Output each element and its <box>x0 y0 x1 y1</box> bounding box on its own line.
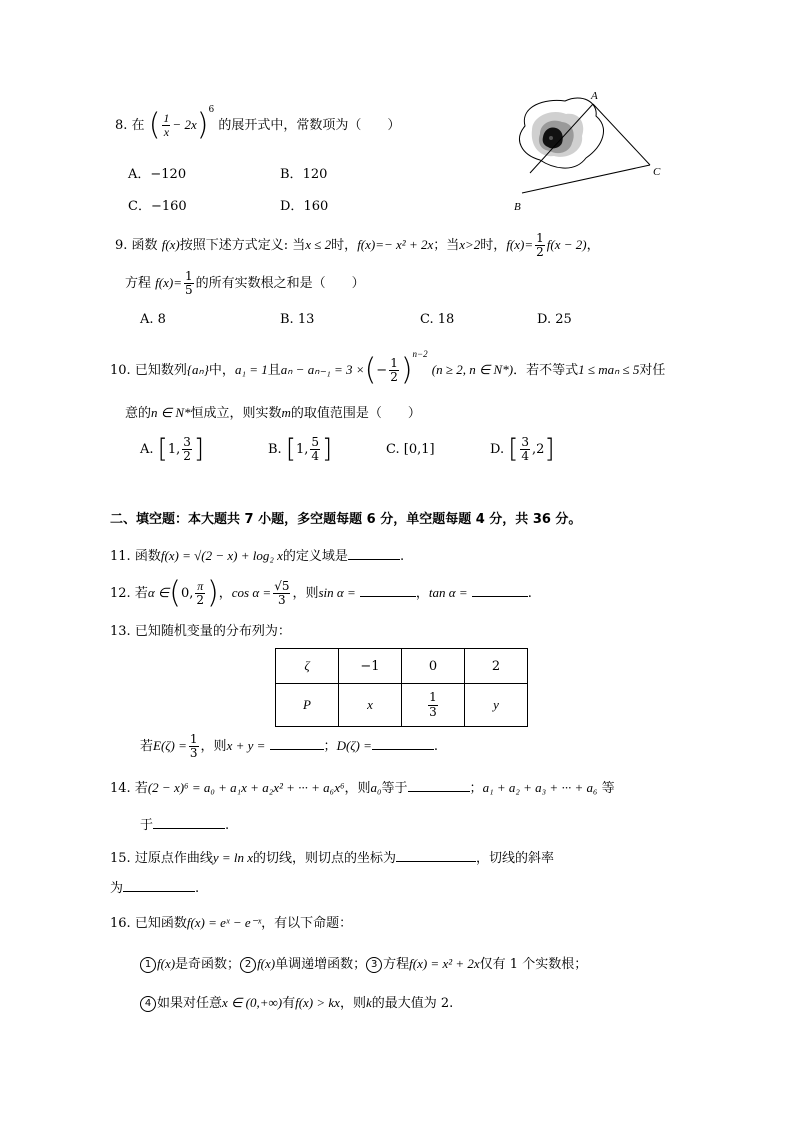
q14-semi: ； <box>469 781 483 796</box>
table-cell: 2 <box>465 649 528 684</box>
answer-blank[interactable] <box>153 816 225 829</box>
q16-prop: 单调递增函数； <box>275 957 367 972</box>
label-b: B <box>514 201 521 213</box>
table-cell: y <box>465 684 528 727</box>
answer-blank[interactable] <box>348 547 400 560</box>
q10-option-d: D. [ $\frac{3}{4}$ ,2] <box>490 434 555 464</box>
q16-propositions-1 <box>140 956 587 973</box>
q10-text: ．若不等式 <box>513 363 579 379</box>
q16-k: k <box>365 995 372 1010</box>
q13-line2 <box>140 733 438 760</box>
q11-text: 函数 <box>134 549 161 564</box>
q12-text: ，则 <box>292 586 319 602</box>
q10-n: n ∈ N* <box>151 405 191 420</box>
circled-number: 2 <box>240 957 256 973</box>
q9-cond2: x>2 <box>459 237 481 253</box>
q12-pi-frac: $\frac{\pi}{2}$ <box>196 579 205 608</box>
q14-end: . <box>225 818 230 833</box>
q10-base-frac: $\frac{1}{2}$ <box>390 356 398 385</box>
q12-text: 若 <box>134 586 148 602</box>
q13-text: ，则 <box>200 739 227 755</box>
q8-option-c: C．−160 <box>128 199 187 214</box>
q9-option-b: B. 13 <box>280 312 315 327</box>
q13-xy: x + y = <box>226 738 266 754</box>
q10-recur: aₙ − aₙ₋₁ = 3 × <box>280 362 365 378</box>
question-number: 15. <box>110 851 131 866</box>
table-cell: P <box>276 684 339 727</box>
question-10: 10. 已知数列{aₙ}中，a₁ = 1且aₙ − aₙ₋₁ = 3 ×(− $\frac{1}{2}$ )$^{n-2}$ (n ≥ 2, n ∈ N*)．若不等式1 ≤ maₙ ≤ 5对任 <box>110 348 666 388</box>
q8-option-a: A．−120 <box>128 167 187 182</box>
q16-prop: 仅有 1 个实数根； <box>479 957 588 972</box>
q16-expr: f(x) = eˣ − e⁻ˣ <box>186 915 262 930</box>
q12-sep: ， <box>218 586 232 602</box>
table-cell: $\frac{1}{3}$ <box>402 684 465 727</box>
q16-text: ，有以下命题： <box>261 916 353 931</box>
q10-line2 <box>125 405 421 422</box>
q16-prop: 的最大值为 2. <box>371 996 454 1011</box>
q9-option-d: D. 25 <box>537 312 572 327</box>
q13-dz: D(ζ) = <box>336 738 372 754</box>
right-paren: ) <box>196 107 209 143</box>
q15-text: 的切线，则切点的坐标为 <box>253 851 397 866</box>
q9-def2-frac: $\frac{1}{2}$ <box>536 231 544 260</box>
label-c: C <box>653 166 661 178</box>
q9-equation: f(x)= <box>155 275 182 291</box>
question-number: 13. <box>110 624 131 639</box>
right-paren: ) <box>400 352 413 388</box>
answer-blank[interactable] <box>408 779 470 792</box>
q14-a0: a₀ <box>370 780 382 795</box>
geometry-figure <box>500 88 670 218</box>
q15-text: 过原点作曲线 <box>134 851 213 866</box>
distribution-table <box>275 648 528 727</box>
q12-tan: tan α = <box>428 585 468 601</box>
q12-alpha: α ∈ <box>147 585 170 601</box>
question-15 <box>110 849 554 867</box>
q9-fraction: $\frac{1}{5}$ <box>184 269 193 298</box>
q14-text: 于 <box>140 818 154 833</box>
q9-text: 方程 <box>125 276 152 292</box>
q10-option-c: C. [0,1] <box>386 442 435 457</box>
q9-text: ；当 <box>433 238 460 254</box>
q12-cos: cos α = <box>231 585 272 601</box>
table-cell: −1 <box>339 649 402 684</box>
q9-text: 的所有实数根之和是（ ） <box>195 276 365 292</box>
q12-range: 0, <box>180 586 194 602</box>
q10-m: m <box>281 405 291 420</box>
answer-blank[interactable] <box>472 584 528 597</box>
q9-line2 <box>125 270 365 297</box>
q12-cos-frac: $\frac{√5}{3}$ <box>274 579 290 608</box>
q9-text: 函数 <box>131 238 158 254</box>
q9-option-c: C. 18 <box>420 312 455 327</box>
q10-cond1: a₁ = 1 <box>234 362 268 378</box>
q14-text: 若 <box>134 781 148 796</box>
q9-def2: f(x)= <box>506 237 534 253</box>
circled-number: 3 <box>366 957 382 973</box>
q16-domain: x ∈ (0,+∞) <box>222 995 283 1010</box>
q9-fx: f(x) <box>161 237 180 253</box>
answer-blank[interactable] <box>123 879 195 892</box>
q13-text: 若 <box>140 739 154 755</box>
circled-number: 4 <box>140 996 156 1012</box>
q14-line2 <box>140 816 229 834</box>
q10-option-a: A. [1, $\frac{3}{2}$ ] <box>140 434 205 464</box>
label-a: A <box>591 90 598 102</box>
q11-end: . <box>399 549 405 564</box>
q14-text: 等于 <box>381 781 408 796</box>
q14-text: 等 <box>601 781 615 796</box>
right-paren: ) <box>207 575 219 611</box>
q14-sum: a₁ + a₂ + a₃ + ··· + a₆ <box>482 780 598 795</box>
question-14 <box>110 779 615 797</box>
answer-blank[interactable] <box>372 737 434 750</box>
q9-text: 时， <box>480 238 507 254</box>
q16-prop: 方程 <box>383 957 410 972</box>
question-12 <box>110 575 532 611</box>
q16-prop: 是奇函数； <box>175 957 241 972</box>
question-number: 14. <box>110 781 131 796</box>
q15-line2 <box>110 879 199 897</box>
q10-option-b: B. [1, $\frac{5}{4}$ ] <box>268 434 333 464</box>
q9-def1: f(x)=− x² + 2x <box>357 237 434 253</box>
table-cell: 0 <box>402 649 465 684</box>
q10-text: 的取值范围是（ ） <box>290 406 421 421</box>
q14-text: ，则 <box>344 781 371 796</box>
circled-number: 1 <box>140 957 156 973</box>
q16-prop: ，则 <box>339 996 366 1011</box>
q14-expr: (2 − x)⁶ = a₀ + a₁x + a₂x² + ··· + a₆x⁶ <box>147 780 345 795</box>
q16-text: 已知函数 <box>134 916 187 931</box>
left-paren: ( <box>148 107 161 143</box>
q8-power: 6 <box>208 104 215 115</box>
q15-curve: y = ln x <box>212 850 254 865</box>
q8-option-b: B．120 <box>280 167 328 182</box>
section-title: 二、填空题：本大题共 7 小题，多空题每题 6 分，单空题每题 4 分，共 36 分。 <box>110 512 582 527</box>
q13-ez-frac: $\frac{1}{3}$ <box>189 732 198 761</box>
left-paren: ( <box>364 352 377 388</box>
q10-text: 意的 <box>125 406 152 421</box>
q8-option-d: D．160 <box>280 199 329 214</box>
q8-pre: 在 <box>131 118 145 134</box>
q8-fraction: $\frac{1}{x}$ <box>163 111 170 140</box>
line-bc <box>522 165 650 193</box>
table-cell: x <box>339 684 402 727</box>
q16-prop: 如果对任意 <box>157 996 223 1011</box>
q16-expr: f(x) = x² + 2x <box>409 956 480 971</box>
answer-blank[interactable] <box>270 737 324 750</box>
question-11 <box>110 547 404 565</box>
q8-post: 的展开式中，常数项为（ ） <box>218 118 401 134</box>
q16-fx: f(x) <box>157 956 176 971</box>
q10-text: 中， <box>208 363 235 379</box>
left-paren: ( <box>169 575 181 611</box>
q10-text: 对任 <box>639 363 666 379</box>
q13-end: . <box>433 739 439 755</box>
question-16 <box>110 915 352 932</box>
q10-text: 已知数列 <box>134 363 187 379</box>
q9-def2-post: f(x − 2) <box>546 237 587 253</box>
q12-comma: ， <box>415 586 429 602</box>
question-8 <box>115 104 401 143</box>
q16-ineq: f(x) > kx <box>295 995 340 1010</box>
q12-end: . <box>527 586 532 602</box>
q9-text: 按照下述方式定义: 当 <box>179 238 306 254</box>
q10-ineq: 1 ≤ maₙ ≤ 5 <box>578 362 640 378</box>
q9-text: 时， <box>331 238 358 254</box>
question-number: 12. <box>110 586 131 602</box>
q16-fx: f(x) <box>257 956 276 971</box>
q15-end: . <box>195 881 200 896</box>
question-13 <box>110 624 291 640</box>
answer-blank[interactable] <box>396 849 476 862</box>
question-9: 9. 函数 f(x)按照下述方式定义: 当x ≤ 2时，f(x)=− x² + 2x；当x>2时，f(x)= $\frac{1}{2}$ f(x − 2)， <box>115 231 600 260</box>
q16-prop: 有 <box>282 996 296 1011</box>
q10-text: 恒成立，则实数 <box>190 406 282 421</box>
table-cell: ζ <box>276 649 339 684</box>
q12-sin: sin α = <box>318 585 356 601</box>
q13-ez: E(ζ) = <box>153 738 187 754</box>
q10-exp: n−2 <box>412 348 428 359</box>
q11-expr: f(x) = √(2 − x) + log₂ x <box>160 548 283 563</box>
question-number: 16. <box>110 916 131 931</box>
q15-text: 为 <box>110 881 124 896</box>
q10-domain: (n ≥ 2, n ∈ N*) <box>431 362 514 378</box>
q13-semi: ； <box>323 739 337 755</box>
question-number: 9. <box>115 238 128 254</box>
question-number: 8. <box>115 118 128 134</box>
q15-text: ，切线的斜率 <box>476 851 555 866</box>
question-number: 11. <box>110 549 131 564</box>
q8-inner: − 2x <box>172 117 197 133</box>
answer-blank[interactable] <box>360 584 416 597</box>
q11-text: 的定义域是 <box>282 549 348 564</box>
question-number: 10. <box>110 363 131 379</box>
q10-seq: {aₙ} <box>186 362 209 378</box>
q16-propositions-2 <box>140 995 453 1012</box>
q9-option-a: A. 8 <box>140 312 166 327</box>
q13-text: 已知随机变量的分布列为： <box>134 624 291 639</box>
q9-cond1: x ≤ 2 <box>305 237 332 253</box>
q10-text: 且 <box>267 363 281 379</box>
